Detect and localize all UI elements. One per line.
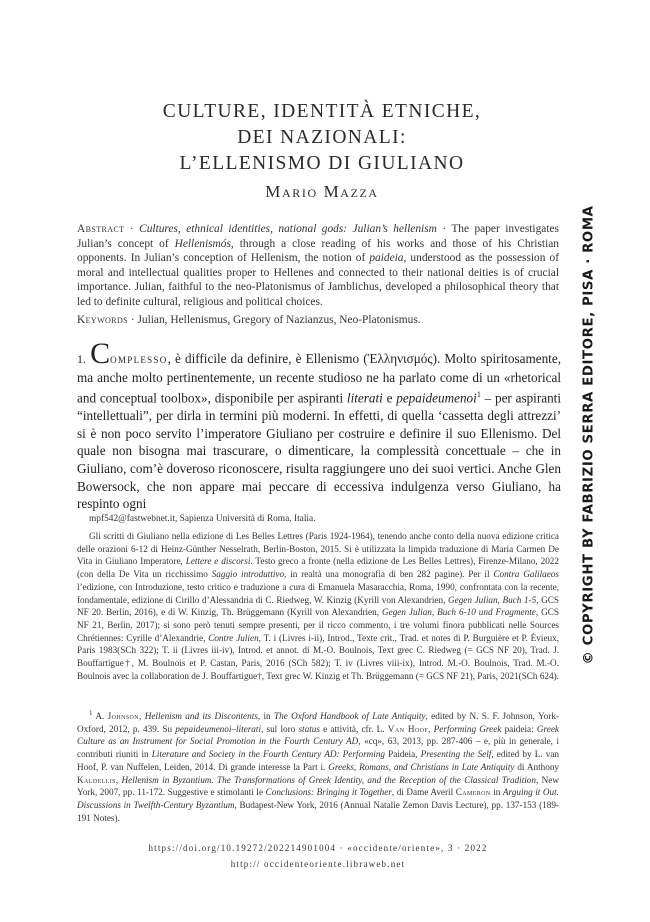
abstract-title-en: Cultures, ethnical identities, national gods: Julian’s hellenism [139,223,437,235]
website-link[interactable]: http:// occidenteoriente.libraweb.net [230,859,406,869]
body-text-run: , è difficile da definire, è Ellenismo (Ἑλληνισμός). Molto spiritosamente, ma anche molto pertinentemente, un recente studioso ne ha parlato come di un «rhetorical and conceptual toolbox», disponibile per aspiranti [77,351,561,406]
title-line-1: CULTURE, IDENTITÀ ETNICHE, [162,101,482,122]
copyright-text: © COPYRIGHT BY FABRIZIO SERRA EDITORE, PISA · ROMA [581,205,597,665]
body-text-run: – per aspiranti “intellettuali”, per dirla in termini più moderni. In effetti, di quella ‘cassetta degli attrezzi’ si è non poco servito l’imperatore Giuliano per costruire e definire il suo Ellenismo. Del quale non bisogna mai trascurare, o dimenticare, la complessità concettuale – che in Giuliano, com’è doveroso riconoscere, risulta raggiungere uno dei suoi vertici. Anche Glen Bowersock, che non appare mai peccare di eccessiva indulgenza verso Giuliano, ha respinto ogni [77,390,562,512]
body-term: literati [346,390,383,406]
author-affiliation-note: mpf542@fastwebnet.it, Sapienza Università di Roma, Italia. [89,514,316,524]
keywords-label: Keywords [77,314,128,326]
section-number: 1. [77,352,86,366]
footnote-number: 1 [89,709,93,717]
body-term: pepaideumenoi [396,390,477,406]
title-line-2: DEI NAZIONALI: [237,127,407,148]
keywords-text: · Julian, Hellenismus, Gregory of Nazianzus, Neo-Platonismus. [127,314,421,326]
sources-note: Gli scritti di Giuliano nella edizione di Les Belles Lettres (Paris 1924-1964), tenendo anche conto della nuova edizione critica delle orazioni 6-12 di Heinz-Günther Nesselrath, Berlin-Boston, 2015. Si è utilizzata la limpida traduzione di Maria Carmen De Vita in Giuliano Imperatore, Lettere e discorsi. Testo greco a fronte (nella edizione de Les Belles Lettres), Firenze-Milano, 2022 (con della De Vita un ricchissimo Saggio introduttivo, in realtà una monografia di ben 282 pagine). Per il Contra Galilaeos l’edizione, con Introduzione, testo critico e traduzione a cura di Emanuela Masaracchia, Roma, 1990, confrontata con la recente, fondamentale, edizione di Cirillo d’Alessandria di C. Riedweg, W. Kinzig (Kyrill von Alexandrien, Gegen Julian, Buch 1-5, GCS NF 20. Berlin, 2016), e di W. Kinzig, Th. Brüggemann (Kyrill von Alexandrien, Gegen Julian, Buch 6-10 und Fragmente, GCS NF 21, Berlin, 2017); si sono però tenuti sempre presenti, per il ricco commento, i tre volumi finora pubblicati nelle Sources Chrétiennes: Cyrille d’Alexandrie, Contre Julien, T. i (Livres i-ii), Introd., Texte crit., Trad. et notes di P. Burguière et P. Évieux, Paris 1983(SCh 322); T. ii (Livres iii-iv), Introd. et annot. di M.-O. Boulnois, Text grec C. Riedweg (= GCS NF 20), Trad. J. Bouffartigue†, M. Boulnois et P. Castan, Paris, 2016 (SCh 582); T. iv (Livres viii-ix), Introd. M.-O. Boulnois, Trad. M.-O. Boulnois avec la collaboration de J. Bouffartigue†, Text grec W. Kinzig et Th. Brüggemann (= GCS NF 21), Paris, 2021(SCh 624). [77,531,560,681]
author-name: Mario Mazza [265,182,379,201]
footnote-1: $^1$ A. Johnson, Hellenism and its Discontents, in The Oxford Handbook of Late Antiquity, edited by N. S. F. Johnson, York-Oxford, 2012, p. 439. Su pepaideumenoi–literati, sul loro status e attività, cfr. L. Van Hoof, Performing Greek paideia: Greek Culture as an Instrument for Social Promotion in the Fourth Century AD, «cq», 63, 2013, pp. 287-406 – e, più in generale, i contributi riuniti in Literature and Society in the Fourth Century AD: Performing Paideia, Presenting the Self, edited by L. van Hoof, P. van Nuffelen, Leiden, 2014. Di grande interesse la Part i. Greeks, Romans, and Christians in Late Antiquity di Anthony Kaldellis, Hellenism in Byzantium. The Transformations of Greek Identity, and the Reception of the Classical Tradition, New York, 2007, pp. 11-172. Suggestive e stimolanti le Conclusions: Bringing it Together, di Dame Averil Cameron in Arguing it Out. Discussions in Twelfth-Century Byzantium, Budapest-New York, 2016 (Annual Natalie Zemon Davis Lecture), pp. 137-153 (189-191 Notes). [77,709,560,823]
first-word: omplesso [110,351,168,366]
drop-cap: C [90,337,111,370]
body-paragraph [77,337,562,513]
abstract-text: · The paper investigates Julian’s concept of [77,223,559,250]
abstract-sep: · [124,223,140,235]
abstract-term: Hellenismós [174,237,231,250]
abstract-label: Abstract [77,223,125,235]
body-text-run: e [382,390,397,406]
keywords [77,314,559,326]
article-title [80,99,564,177]
abstract [77,222,559,310]
copyright-sidebar [578,205,600,665]
abstract-text: , understood as the possession of moral and intellectual qualities proper to Hellenes and connected to their national deities is of crucial importance. Julian, faithful to the neo-Platonismus of Jamblichus, developed a philosophical theory that led to definite cultural, religious and political choices. [77,252,559,308]
abstract-text: , through a close reading of his works and those of his Christian opponents. In Julian’s conception of Hellenism, the notion of [77,237,559,265]
footnote-ref[interactable]: 1 [476,390,481,400]
doi-link[interactable]: https://doi.org/10.19272/202214901004 · «occidente/oriente», 3 · 2022 [148,843,488,853]
abstract-term: paideia [369,252,404,265]
title-line-3: L’ELLENISMO DI GIULIANO [179,153,465,174]
